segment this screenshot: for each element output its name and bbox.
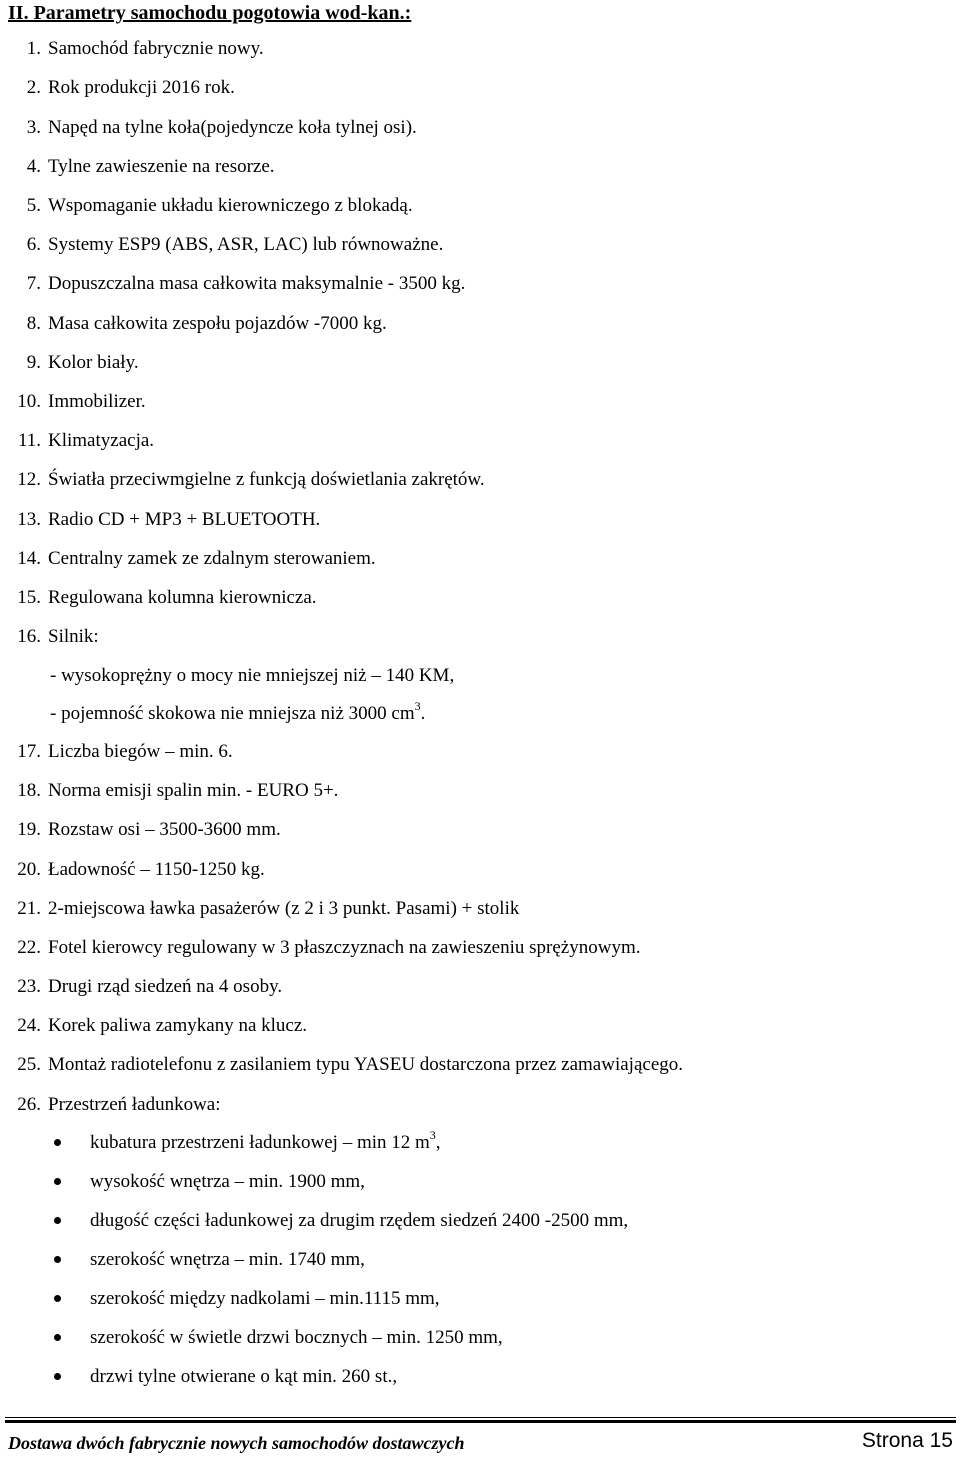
engine-power-text: - wysokoprężny o mocy nie mniejszej niż – 140 KM, [50, 665, 455, 686]
footer-divider-thick [5, 1420, 956, 1423]
item-number: 14. [17, 548, 41, 569]
item-text: 2-miejscowa ławka pasażerów (z 2 i 3 punkt. Pasami) + stolik [48, 898, 520, 919]
item-text: Ładowność – 1150-1250 kg. [48, 859, 265, 880]
item-text: Immobilizer. [48, 391, 146, 412]
item-text: Klimatyzacja. [48, 430, 155, 451]
bullet-text: szerokość między nadkolami – min.1115 mm, [90, 1288, 440, 1309]
engine-displacement-main: - pojemność skokowa nie mniejsza niż 3000 cm [50, 703, 415, 724]
item-text: Masa całkowita zespołu pojazdów -7000 kg. [48, 313, 387, 334]
item-number: 16. [17, 626, 41, 647]
item-number: 17. [17, 741, 41, 762]
bullet-text: drzwi tylne otwierane o kąt min. 260 st., [90, 1366, 398, 1387]
item-text: Systemy ESP9 (ABS, ASR, LAC) lub równoważne. [48, 234, 444, 255]
bullet-icon [54, 1334, 61, 1341]
item-text: Przestrzeń ładunkowa: [48, 1094, 221, 1115]
bullet-text-main: kubatura przestrzeni ładunkowej – min 12 m [90, 1132, 430, 1153]
item-number: 7. [26, 273, 41, 294]
item-text: Drugi rząd siedzeń na 4 osoby. [48, 976, 283, 997]
bullet-text: szerokość w świetle drzwi bocznych – min. 1250 mm, [90, 1327, 503, 1348]
footer-document-title: Dostawa dwóch fabrycznie nowych samochodów dostawczych [8, 1433, 465, 1453]
item-number: 1. [26, 38, 41, 59]
bullet-icon [54, 1295, 61, 1302]
item-text: Radio CD + MP3 + BLUETOOTH. [48, 509, 321, 530]
item-text: Montaż radiotelefonu z zasilaniem typu YASEU dostarczona przez zamawiającego. [48, 1054, 684, 1075]
bullet-icon [54, 1217, 61, 1224]
item-text: Światła przeciwmgielne z funkcją doświetlania zakrętów. [48, 469, 485, 490]
item-text: Tylne zawieszenie na resorze. [48, 156, 275, 177]
item-text: Liczba biegów – min. 6. [48, 741, 233, 762]
bullet-icon [54, 1139, 61, 1146]
item-text: Fotel kierowcy regulowany w 3 płaszczyznach na zawieszeniu sprężynowym. [48, 937, 641, 958]
bullet-text-sup: 3 [429, 1127, 436, 1142]
item-number: 8. [26, 313, 41, 334]
bullet-icon [54, 1373, 61, 1380]
item-text: Norma emisji spalin min. - EURO 5+. [48, 780, 339, 801]
item-text: Samochód fabrycznie nowy. [48, 38, 264, 59]
footer-page-number: Strona 15 [861, 1429, 953, 1452]
bullet-text [90, 1127, 441, 1154]
item-text: Dopuszczalna masa całkowita maksymalnie - 3500 kg. [48, 273, 466, 294]
bullet-icon [54, 1256, 61, 1263]
item-number: 15. [17, 587, 41, 608]
item-number: 9. [26, 352, 41, 373]
item-number: 22. [17, 937, 41, 958]
bullet-text: długość części ładunkowej za drugim rzędem siedzeń 2400 -2500 mm, [90, 1210, 629, 1231]
item-number: 20. [17, 859, 41, 880]
bullet-text: szerokość wnętrza – min. 1740 mm, [90, 1249, 365, 1270]
item-text: Centralny zamek ze zdalnym sterowaniem. [48, 548, 376, 569]
item-number: 10. [17, 391, 41, 412]
item-number: 12. [17, 469, 41, 490]
item-text: Korek paliwa zamykany na klucz. [48, 1015, 308, 1036]
engine-displacement-text [50, 698, 426, 725]
item-number: 3. [26, 117, 41, 138]
item-text: Silnik: [48, 626, 99, 647]
item-number: 26. [17, 1094, 41, 1115]
footer-divider-thin [5, 1417, 956, 1418]
item-number: 18. [17, 780, 41, 801]
item-number: 2. [26, 77, 41, 98]
item-text: Wspomaganie układu kierowniczego z blokadą. [48, 195, 413, 216]
item-text: Kolor biały. [48, 352, 139, 373]
item-number: 11. [17, 430, 41, 451]
item-number: 5. [26, 195, 41, 216]
item-number: 21. [17, 898, 41, 919]
item-text: Regulowana kolumna kierownicza. [48, 587, 317, 608]
bullet-icon [54, 1178, 61, 1185]
section-heading: II. Parametry samochodu pogotowia wod-kan.: [8, 2, 412, 24]
item-number: 23. [17, 976, 41, 997]
item-text: Napęd na tylne koła(pojedyncze koła tylnej osi). [48, 117, 417, 138]
bullet-text-end: , [435, 1132, 441, 1153]
item-number: 13. [17, 509, 41, 530]
engine-displacement-sup: 3 [414, 698, 421, 713]
item-number: 4. [26, 156, 41, 177]
item-number: 25. [17, 1054, 41, 1075]
engine-displacement-end: . [420, 703, 426, 724]
item-text: Rozstaw osi – 3500-3600 mm. [48, 819, 281, 840]
item-text: Rok produkcji 2016 rok. [48, 77, 235, 98]
item-number: 6. [26, 234, 41, 255]
item-number: 24. [17, 1015, 41, 1036]
bullet-text: wysokość wnętrza – min. 1900 mm, [90, 1171, 365, 1192]
item-number: 19. [17, 819, 41, 840]
